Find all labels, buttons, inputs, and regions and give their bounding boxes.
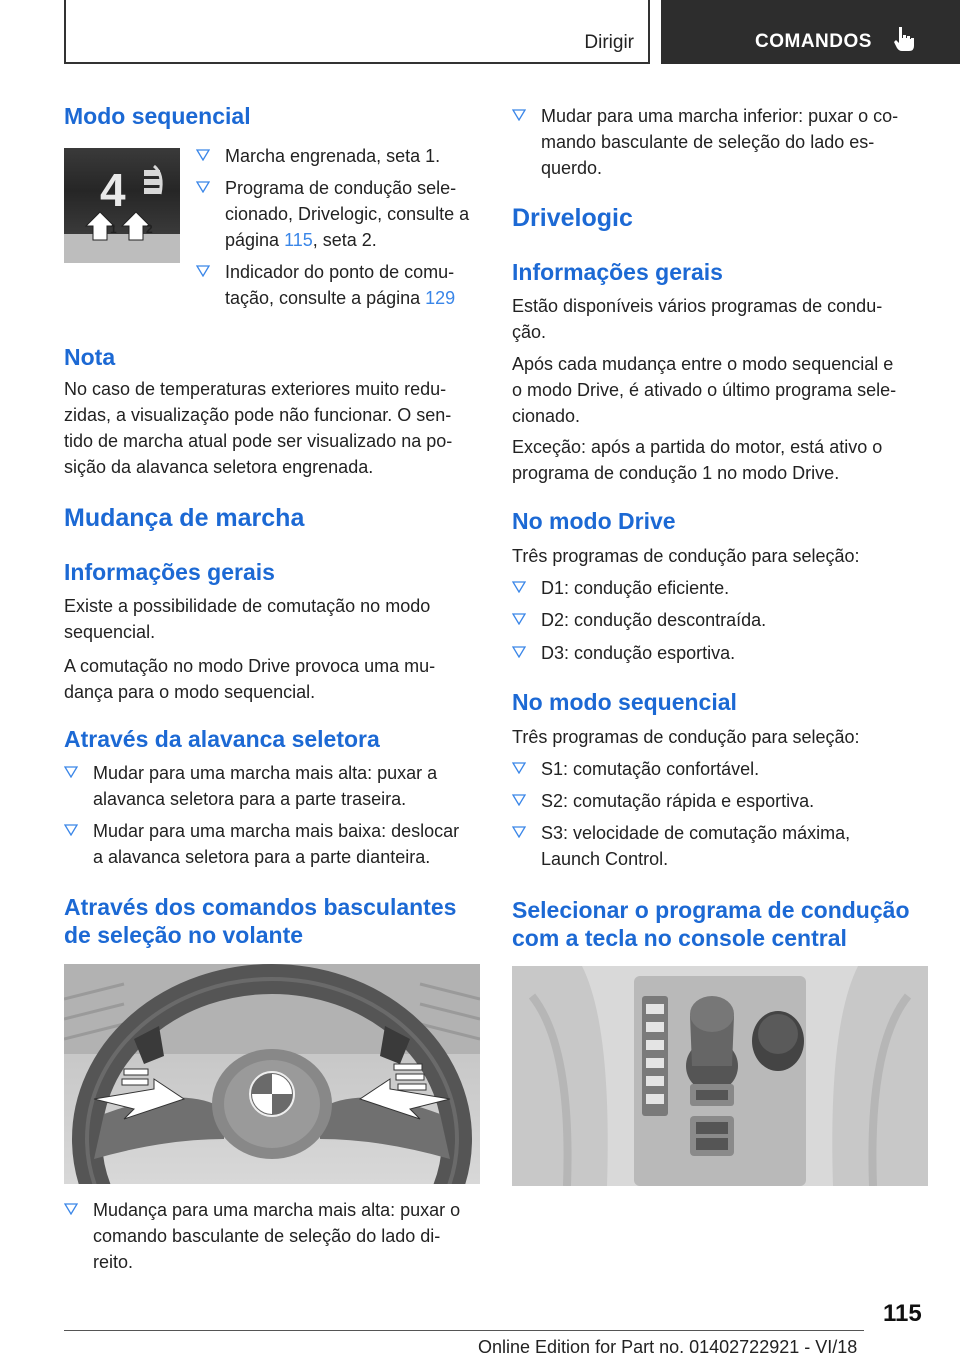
triangle-bullet-icon: [512, 794, 526, 806]
triangle-bullet-icon: [512, 581, 526, 593]
header-chapter-label: COMANDOS: [755, 31, 872, 52]
list-item: Programa de condução sele- cionado, Drivelogic, consulte a página 115, seta 2.: [196, 175, 486, 253]
paragraph: Três programas de condução para seleção:: [512, 546, 860, 566]
triangle-bullet-icon: [512, 613, 526, 625]
paragraph: Estão disponíveis vários programas de condu- ção.: [512, 296, 883, 342]
list-item: D1: condução eficiente.: [512, 575, 932, 601]
triangle-bullet-icon: [512, 826, 526, 838]
list-item: Marcha engrenada, seta 1.: [196, 143, 486, 169]
triangle-bullet-icon: [512, 762, 526, 774]
list-item: Mudança para uma marcha mais alta: puxar o comando basculante de seleção do lado di- reito.: [64, 1197, 484, 1275]
center-console-figure: [512, 966, 928, 1186]
section-title-mudanca-de-marcha: Mudança de marcha: [64, 504, 305, 532]
triangle-bullet-icon: [64, 1203, 78, 1215]
subsection-title-informacoes-gerais: Informações gerais: [64, 559, 275, 585]
subsection-title-modo-sequencial: No modo sequencial: [512, 689, 737, 715]
page-link-129[interactable]: 129: [425, 288, 456, 308]
arrow-1-label: 1: [110, 222, 117, 236]
footer-divider: [64, 1330, 864, 1331]
list-item: Mudar para uma marcha mais baixa: deslocar a alavanca seletora para a parte dianteira.: [64, 818, 484, 870]
list-item: Mudar para uma marcha mais alta: puxar a alavanca seletora para a parte traseira.: [64, 760, 484, 812]
triangle-bullet-icon: [196, 181, 210, 193]
header-frame: [64, 0, 650, 64]
triangle-bullet-icon: [512, 646, 526, 658]
display-gear-digit: 4: [100, 164, 126, 216]
section-title-modo-sequencial: Modo sequencial: [64, 103, 251, 129]
paragraph: Três programas de condução para seleção:: [512, 727, 860, 747]
gear-display-figure: [64, 148, 180, 263]
list-item: S2: comutação rápida e esportiva.: [512, 788, 932, 814]
list-item: S1: comutação confortável.: [512, 756, 932, 782]
paragraph: A comutação no modo Drive provoca uma mu- dança para o modo sequencial.: [64, 656, 436, 702]
subsection-title-selecionar-programa: Selecionar o programa de condução com a tecla no console central: [512, 897, 910, 951]
list-item: Indicador do ponto de comu- tação, consulte a página 129: [196, 259, 486, 311]
subsection-title-comandos-basculantes: Através dos comandos basculantes de seleção no volante: [64, 894, 457, 948]
triangle-bullet-icon: [64, 766, 78, 778]
triangle-bullet-icon: [512, 109, 526, 121]
header-section-label: Dirigir: [584, 32, 634, 53]
list-item: D2: condução descontraída.: [512, 607, 932, 633]
page-number: 115: [883, 1300, 922, 1327]
triangle-bullet-icon: [64, 824, 78, 836]
list-item: Mudar para uma marcha inferior: puxar o co- mando basculante de seleção do lado es- querdo.: [512, 103, 932, 181]
paragraph: Exceção: após a partida do motor, está ativo o programa de condução 1 no modo Drive.: [512, 437, 883, 483]
list-item: D3: condução esportiva.: [512, 640, 932, 666]
header-chapter-tab: [661, 0, 960, 64]
paragraph: Existe a possibilidade de comutação no modo sequencial.: [64, 596, 431, 642]
triangle-bullet-icon: [196, 149, 210, 161]
page-link-115[interactable]: 115: [284, 230, 313, 250]
section-title-drivelogic: Drivelogic: [512, 204, 633, 232]
subsection-title-informacoes-gerais: Informações gerais: [512, 259, 723, 285]
nota-paragraph: No caso de temperaturas exteriores muito redu- zidas, a visualização pode não funcionar. O sen- tido de marcha atual pode ser visualizado na po- sição da alavanca seletora engrenada.: [64, 379, 453, 477]
pointing-hand-icon: [893, 26, 915, 52]
steering-wheel-paddles-figure: [64, 964, 480, 1184]
arrow-2-label: 2: [146, 222, 153, 236]
list-item: S3: velocidade de comutação máxima, Launch Control.: [512, 820, 932, 872]
section-title-nota: Nota: [64, 344, 116, 370]
subsection-title-modo-drive: No modo Drive: [512, 508, 676, 534]
triangle-bullet-icon: [196, 265, 210, 277]
subsection-title-alavanca: Através da alavanca seletora: [64, 726, 380, 752]
footer-edition: Online Edition for Part no. 01402722921 - VI/18: [478, 1337, 858, 1357]
paragraph: Após cada mudança entre o modo sequencial e o modo Drive, é ativado o último programa sele- cionado.: [512, 354, 897, 426]
shift-indicator-icon: [144, 166, 161, 194]
